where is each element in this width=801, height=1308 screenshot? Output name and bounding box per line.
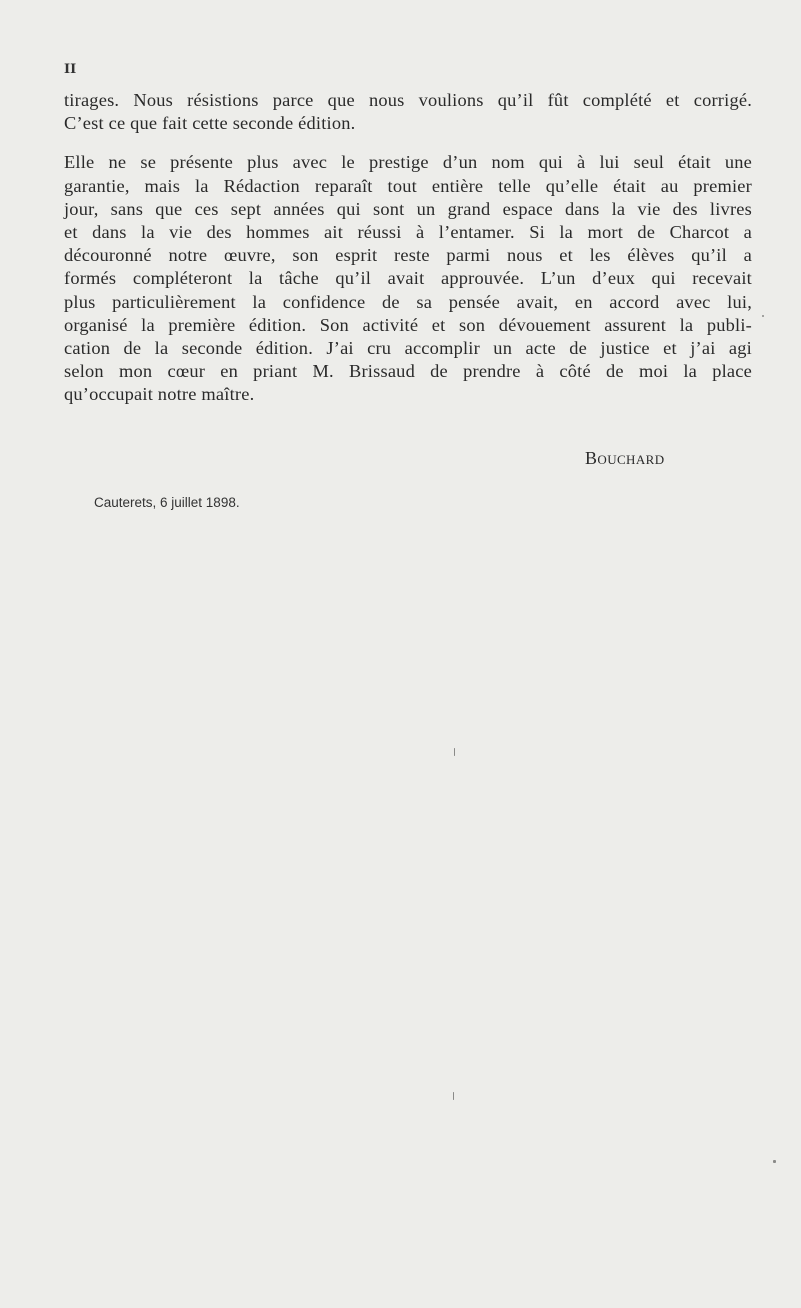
text-line: cation de la seconde édition. J’ai cru accomplir un acte de justice et j’ai agi (64, 338, 752, 359)
text-line: tirages. Nous résistions parce que nous voulions qu’il fût complété et corrigé. (64, 90, 752, 110)
scan-speck (453, 1092, 454, 1100)
text-line: et dans la vie des hommes ait réussi à l’entamer. Si la mort de Charcot a (64, 222, 752, 243)
text-line: plus particulièrement la confidence de sa pensée avait, en accord avec lui, (64, 291, 752, 312)
text-line: jour, sans que ces sept années qui sont un grand espace dans la vie des livres (64, 198, 752, 219)
scan-speck (773, 1160, 776, 1163)
dateline: Cauterets, 6 juillet 1898. (94, 495, 240, 510)
paragraph-2 (64, 151, 752, 406)
text-line: C’est ce que fait cette seconde édition. (64, 113, 356, 134)
body-text (64, 89, 752, 407)
page-number: II (64, 62, 77, 77)
text-line: découronné notre œuvre, son esprit reste parmi nous et les élèves qu’il a (64, 245, 752, 266)
signature: Bouchard (585, 448, 665, 468)
scan-speck (762, 315, 764, 317)
text-line: qu’occupait notre maître. (64, 384, 255, 405)
text-line: Elle ne se présente plus avec le prestige d’un nom qui à lui seul était une (64, 152, 752, 173)
text-line: formés compléteront la tâche qu’il avait approuvée. L’un d’eux qui recevait (64, 268, 752, 289)
text-line: garantie, mais la Rédaction reparaît tout entière telle qu’elle était au premier (64, 175, 752, 196)
text-line: selon mon cœur en priant M. Brissaud de prendre à côté de moi la place (64, 361, 752, 382)
text-line: organisé la première édition. Son activité et son dévouement assurent la publi- (64, 314, 752, 335)
paragraph-1 (64, 89, 752, 135)
scan-speck (454, 748, 455, 756)
